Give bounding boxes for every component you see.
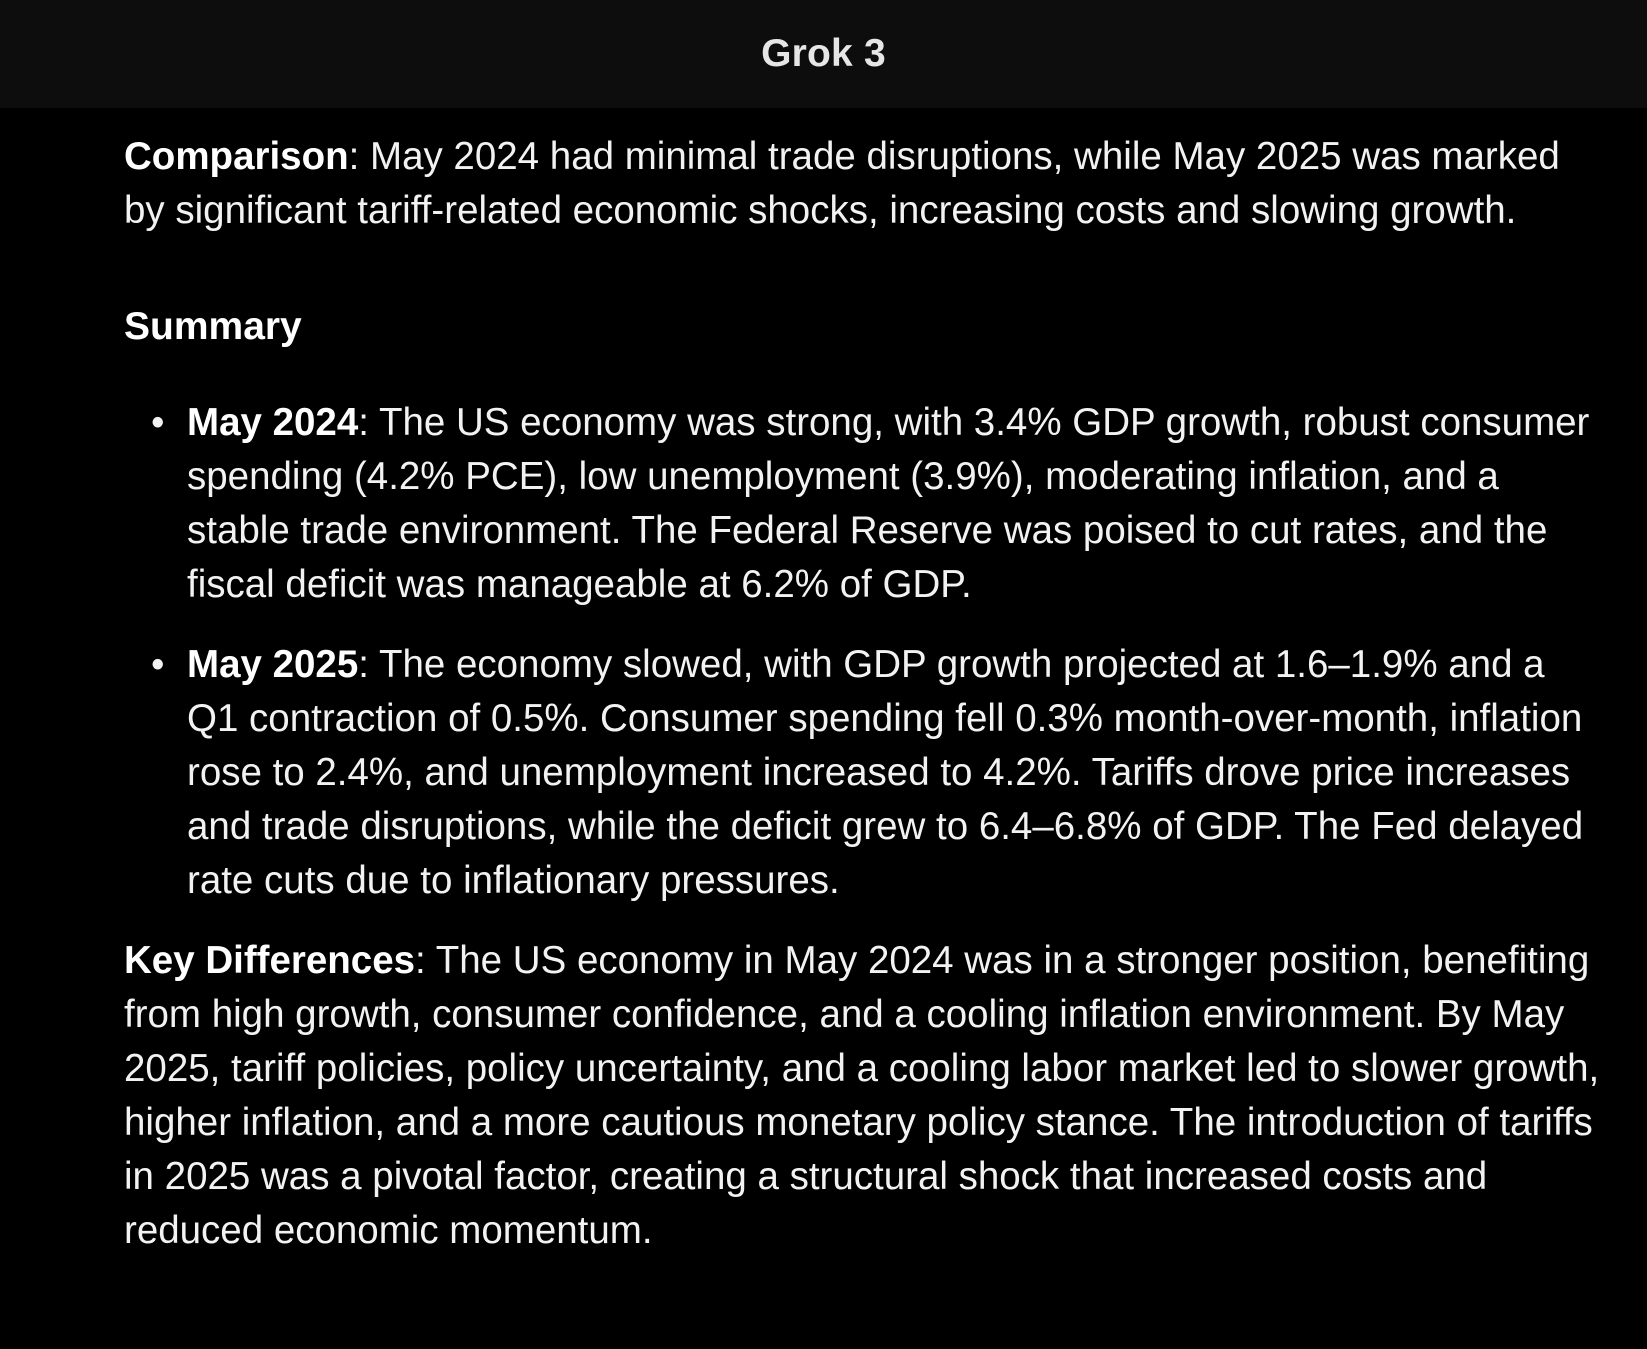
- summary-list: [124, 396, 1604, 908]
- top-bar: [0, 0, 1647, 108]
- key-differences-label: Key Differences: [124, 939, 416, 982]
- item-label: May 2025: [187, 643, 359, 686]
- item-label: May 2024: [187, 401, 359, 444]
- comparison-paragraph: [124, 130, 1604, 238]
- bullet-icon: •: [151, 401, 165, 444]
- bullet-icon: •: [151, 643, 165, 686]
- key-differences-paragraph: [124, 934, 1604, 1258]
- response-content: [124, 130, 1604, 1258]
- list-item: [124, 396, 1604, 612]
- model-title[interactable]: Grok 3: [761, 32, 886, 75]
- comparison-label: Comparison: [124, 135, 349, 178]
- summary-heading: Summary: [124, 305, 302, 348]
- item-text: : The economy slowed, with GDP growth projected at 1.6–1.9% and a Q1 contraction of 0.5%. Consumer spending fell 0.3% month-over-month, inflation rose to 2.4%, and unemployment increased to 4.2%. Tariffs drove price increases and trade disruptions, while the deficit grew to 6.4–6.8% of GDP. The Fed delayed rate cuts due to inflationary pressures.: [187, 643, 1584, 902]
- key-differences-text: : The US economy in May 2024 was in a stronger position, benefiting from high growth, consumer confidence, and a cooling inflation environment. By May 2025, tariff policies, policy uncertainty, and a cooling labor market led to slower growth, higher inflation, and a more cautious monetary policy stance. The introduction of tariffs in 2025 was a pivotal factor, creating a structural shock that increased costs and reduced economic momentum.: [124, 939, 1600, 1252]
- list-item: [124, 638, 1604, 908]
- item-text: : The US economy was strong, with 3.4% GDP growth, robust consumer spending (4.2% PCE), low unemployment (3.9%), moderating inflation, and a stable trade environment. The Federal Reserve was poised to cut rates, and the fiscal deficit was manageable at 6.2% of GDP.: [187, 401, 1590, 606]
- comparison-text: : May 2024 had minimal trade disruptions, while May 2025 was marked by significant tariff-related economic shocks, increasing costs and slowing growth.: [124, 135, 1560, 232]
